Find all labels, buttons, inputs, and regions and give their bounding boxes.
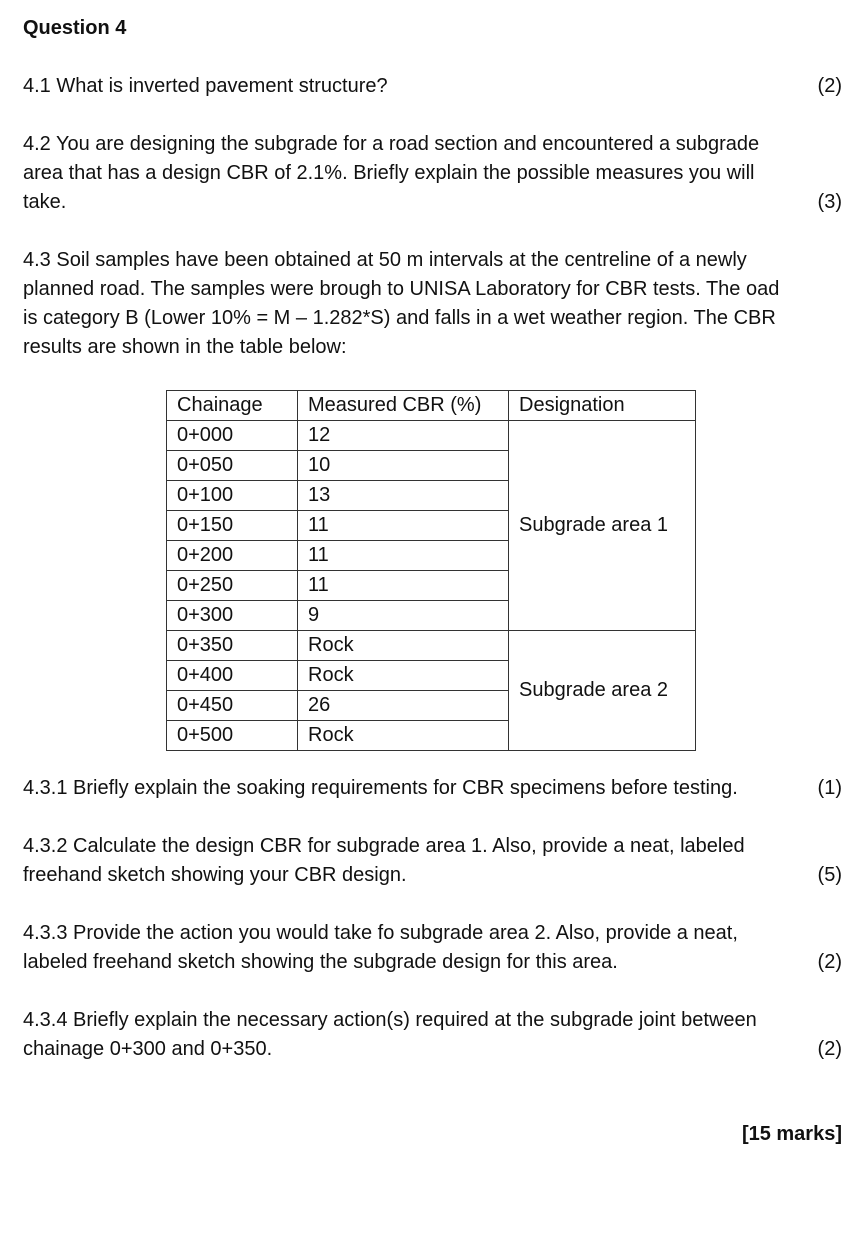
cell-chainage: 0+100 xyxy=(167,481,298,511)
cell-chainage: 0+300 xyxy=(167,601,298,631)
header-designation: Designation xyxy=(509,391,696,421)
cell-cbr: 26 xyxy=(298,691,509,721)
question-4-1-text: 4.1 What is inverted pavement structure? xyxy=(23,75,388,97)
cell-chainage: 0+050 xyxy=(167,451,298,481)
question-4-3-2-line-2: freehand sketch showing your CBR design. xyxy=(23,864,407,886)
question-4-2-line-3: take. xyxy=(23,191,67,213)
cell-chainage: 0+000 xyxy=(167,421,298,451)
cell-cbr: Rock xyxy=(298,631,509,661)
question-4-3-3-marks: (2) xyxy=(817,951,842,973)
question-4-3-3-line-1: 4.3.3 Provide the action you would take fo subgrade area 2. Also, provide a neat, xyxy=(23,922,738,944)
question-4-3-4-marks: (2) xyxy=(817,1038,842,1060)
question-4-3-4 xyxy=(23,1006,842,1064)
cbr-results-table xyxy=(166,390,696,751)
question-4-3-2 xyxy=(23,832,842,890)
question-4-3-line-1: 4.3 Soil samples have been obtained at 50 m intervals at the centreline of a newly xyxy=(23,249,747,271)
cell-chainage: 0+350 xyxy=(167,631,298,661)
question-4-3-line-4: results are shown in the table below: xyxy=(23,336,347,358)
question-4-3 xyxy=(23,246,842,362)
cell-cbr: 11 xyxy=(298,571,509,601)
question-4-3-1-marks: (1) xyxy=(817,777,842,799)
table-row xyxy=(167,421,696,451)
question-heading: Question 4 xyxy=(23,17,127,39)
cell-chainage: 0+250 xyxy=(167,571,298,601)
question-4-3-1 xyxy=(23,774,842,803)
question-4-3-2-line-1: 4.3.2 Calculate the design CBR for subgrade area 1. Also, provide a neat, labeled xyxy=(23,835,745,857)
question-4-1 xyxy=(23,72,842,101)
cell-designation-area-1: Subgrade area 1 xyxy=(509,421,696,631)
question-4-3-4-line-1: 4.3.4 Briefly explain the necessary action(s) required at the subgrade joint between xyxy=(23,1009,757,1031)
cell-cbr: 11 xyxy=(298,541,509,571)
question-4-3-line-2: planned road. The samples were brough to UNISA Laboratory for CBR tests. The oad xyxy=(23,278,780,300)
cell-chainage: 0+450 xyxy=(167,691,298,721)
question-4-3-4-line-2: chainage 0+300 and 0+350. xyxy=(23,1038,273,1060)
question-4-3-1-text: 4.3.1 Briefly explain the soaking requirements for CBR specimens before testing. xyxy=(23,777,738,799)
question-4-3-line-3: is category B (Lower 10% = M – 1.282*S) and falls in a wet weather region. The CBR xyxy=(23,307,776,329)
question-4-2-marks: (3) xyxy=(817,191,842,213)
question-page xyxy=(23,14,842,391)
cell-cbr: Rock xyxy=(298,721,509,751)
cell-cbr: 12 xyxy=(298,421,509,451)
question-4-1-marks: (2) xyxy=(817,75,842,97)
header-measured-cbr: Measured CBR (%) xyxy=(298,391,509,421)
cell-designation-area-2: Subgrade area 2 xyxy=(509,631,696,751)
table-header-row xyxy=(167,391,696,421)
cell-chainage: 0+200 xyxy=(167,541,298,571)
question-4-3-3 xyxy=(23,919,842,977)
cell-chainage: 0+500 xyxy=(167,721,298,751)
cell-cbr: Rock xyxy=(298,661,509,691)
question-4-3-3-line-2: labeled freehand sketch showing the subgrade design for this area. xyxy=(23,951,618,973)
cell-cbr: 13 xyxy=(298,481,509,511)
cell-chainage: 0+150 xyxy=(167,511,298,541)
question-4-2-line-1: 4.2 You are designing the subgrade for a road section and encountered a subgrade xyxy=(23,133,760,155)
table-row xyxy=(167,631,696,661)
question-4-3-2-marks: (5) xyxy=(817,864,842,886)
total-marks: [15 marks] xyxy=(741,1123,842,1145)
sub-questions xyxy=(23,774,842,1093)
cell-cbr: 11 xyxy=(298,511,509,541)
cell-cbr: 10 xyxy=(298,451,509,481)
header-chainage: Chainage xyxy=(167,391,298,421)
question-4-2 xyxy=(23,130,842,217)
cell-chainage: 0+400 xyxy=(167,661,298,691)
question-4-2-line-2: area that has a design CBR of 2.1%. Briefly explain the possible measures you will xyxy=(23,162,755,184)
cell-cbr: 9 xyxy=(298,601,509,631)
